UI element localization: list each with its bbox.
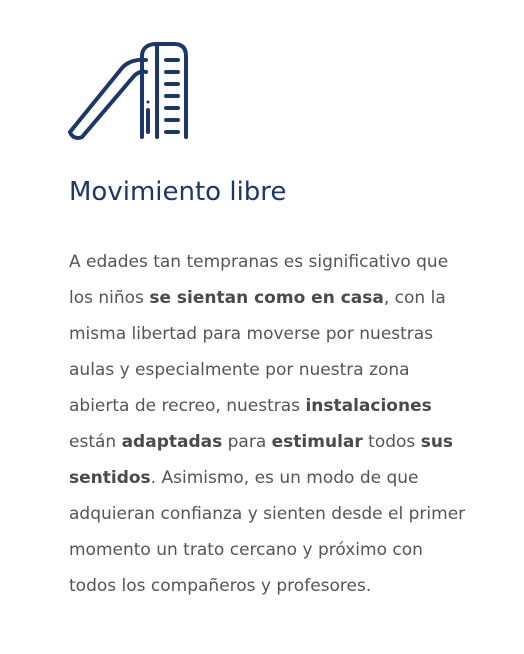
paragraph-line: [69, 496, 524, 532]
paragraph-line: [69, 460, 524, 496]
text-segment: para: [222, 432, 272, 452]
text-segment: momento un trato cercano y próximo con: [69, 540, 423, 560]
paragraph-line: [69, 424, 524, 460]
paragraph-line: [69, 280, 524, 316]
text-segment: los niños: [69, 288, 150, 308]
text-segment: todos los compañeros y profesores.: [69, 576, 372, 596]
bold-text: instalaciones: [305, 396, 432, 416]
text-segment: . Asimismo, es un modo de que: [150, 468, 419, 488]
text-segment: aulas y especialmente por nuestra zona: [69, 360, 410, 380]
paragraph-line: [69, 352, 524, 388]
text-segment: misma libertad para moverse por nuestras: [69, 324, 434, 344]
text-segment: todos: [362, 432, 421, 452]
bold-text: se sientan como en casa: [149, 288, 384, 308]
bold-text: estimular: [271, 432, 363, 452]
playground-slide-icon: [66, 42, 192, 142]
bold-text: sus: [420, 432, 454, 452]
paragraph-line: [69, 244, 524, 280]
paragraph-line: [69, 568, 524, 604]
description-paragraph: [69, 244, 524, 604]
text-segment: están: [69, 432, 122, 452]
text-segment: , con la: [383, 288, 446, 308]
text-segment: A edades tan tempranas es significativo que: [69, 252, 449, 272]
paragraph-line: [69, 532, 524, 568]
paragraph-line: [69, 388, 524, 424]
paragraph-line: [69, 316, 524, 352]
bold-text: adaptadas: [121, 432, 223, 452]
text-segment: abierta de recreo, nuestras: [69, 396, 306, 416]
text-segment: adquieran confianza y sienten desde el primer: [69, 504, 466, 524]
section-title: Movimiento libre: [69, 177, 287, 207]
bold-text: sentidos: [69, 468, 151, 488]
